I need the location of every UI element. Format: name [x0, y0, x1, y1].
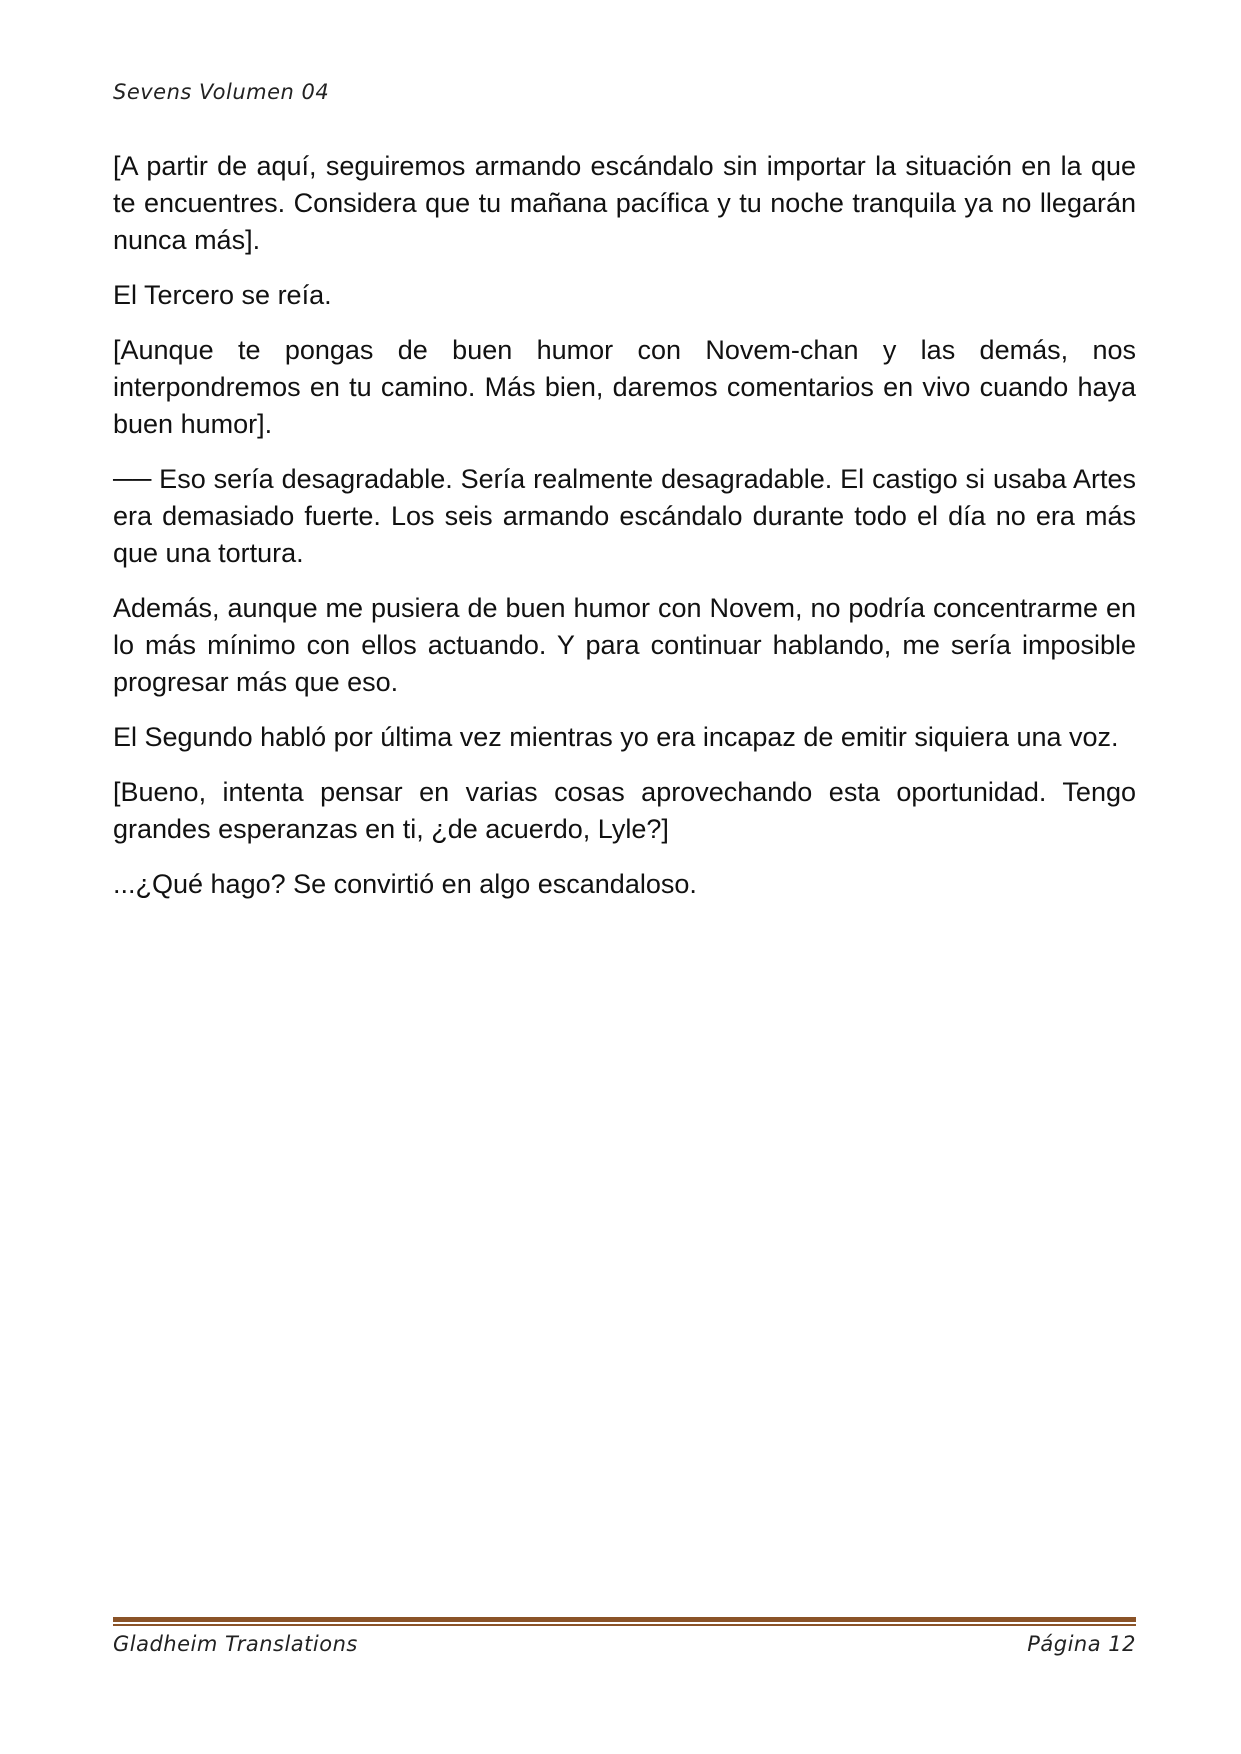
- footer-divider-thick: [113, 1617, 1136, 1622]
- footer-divider: [113, 1617, 1136, 1626]
- paragraph: [A partir de aquí, seguiremos armando escándalo sin importar la situación en la que te encuentres. Considera que tu mañana pacífica y tu noche tranquila ya no llegarán nunca más].: [113, 151, 1136, 255]
- footer-publisher: Gladheim Translations: [113, 1632, 358, 1656]
- paragraph: ...¿Qué hago? Se convirtió en algo escandaloso.: [113, 869, 697, 899]
- paragraph: Además, aunque me pusiera de buen humor con Novem, no podría concentrarme en lo más mínimo con ellos actuando. Y para continuar hablando, me sería imposible progresar más que eso.: [113, 593, 1136, 697]
- page-body: [113, 148, 1136, 921]
- footer-divider-thin: [113, 1624, 1136, 1626]
- paragraph: El Tercero se reía.: [113, 280, 332, 310]
- paragraph: El Segundo habló por última vez mientras yo era incapaz de emitir siquiera una voz.: [113, 722, 1119, 752]
- paragraph: [Aunque te pongas de buen humor con Novem-chan y las demás, nos interpondremos en tu camino. Más bien, daremos comentarios en vivo cuando haya buen humor].: [113, 335, 1136, 439]
- paragraph: ── Eso sería desagradable. Sería realmente desagradable. El castigo si usaba Artes era demasiado fuerte. Los seis armando escándalo durante todo el día no era más que una tortura.: [113, 464, 1136, 568]
- paragraph: [Bueno, intenta pensar en varias cosas aprovechando esta oportunidad. Tengo grandes esperanzas en ti, ¿de acuerdo, Lyle?]: [113, 777, 1136, 844]
- header-title: Sevens Volumen 04: [113, 80, 330, 104]
- footer-page-number: Página 12: [1027, 1632, 1136, 1656]
